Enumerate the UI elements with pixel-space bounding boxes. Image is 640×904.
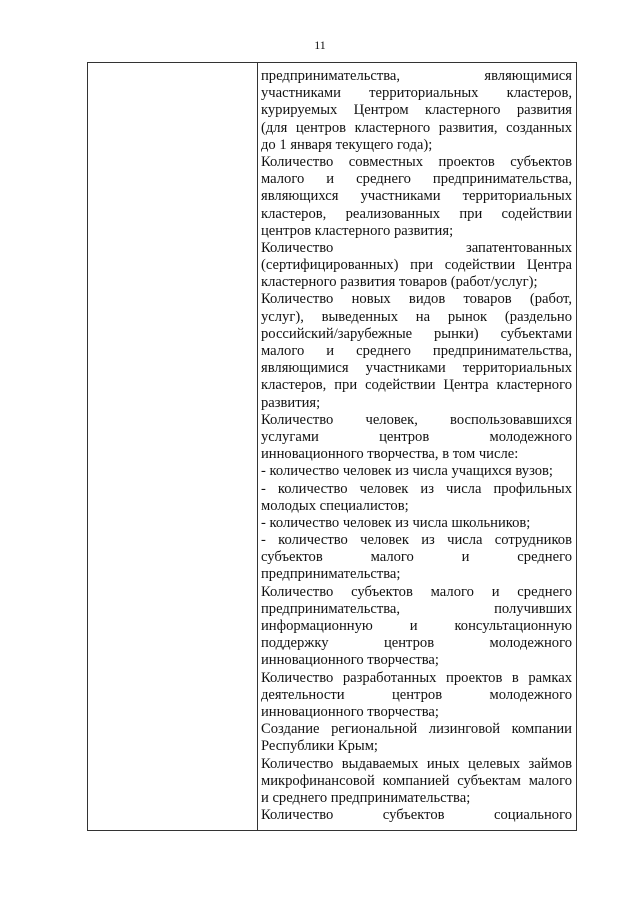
text-line: - количество человек из числа учащихся вузов; [261,463,553,480]
text-line: (для центров кластерного развития, созданных [261,119,572,136]
text-line: Количество запатентованных [261,239,572,256]
text-line: российский/зарубежные рынки) субъектами [261,325,572,342]
text-line: Республики Крым; [261,738,378,755]
text-line: кластеров, реализованных при содействии [261,205,572,222]
text-line: и среднего предпринимательства; [261,789,471,806]
text-line: являющимися участниками территориальных [261,360,572,377]
page-number: 11 [314,38,326,52]
text-line: (сертифицированных) при содействии Центра [261,257,572,274]
text-line: информационную и консультационную [261,618,572,634]
indicators-cell [261,68,572,824]
text-line: Количество человек, воспользовавшихся [261,411,572,428]
text-line: - количество человек из числа профильных [261,480,572,497]
text-line: поддержку центров молодежного [261,635,572,652]
text-line: - количество человек из числа школьников; [261,514,531,531]
text-line: предпринимательства, являющимися [261,68,572,84]
text-line: малого и среднего предпринимательства, [261,343,572,359]
text-line: Количество новых видов товаров (работ, [261,291,572,308]
text-line: кластеров, при содействии Центра кластерного [261,377,572,394]
text-line: являющихся участниками территориальных [261,188,572,205]
text-line: центров кластерного развития; [261,222,454,239]
text-line: Создание региональной лизинговой компании [261,721,572,738]
text-line: субъектов малого и среднего [261,549,572,566]
text-line: деятельности центров молодежного [261,686,572,703]
text-line: до 1 января текущего года); [261,136,433,153]
indicators-table [87,62,577,831]
text-line: услугами центров молодежного [261,428,572,445]
text-line: Количество субъектов малого и среднего [261,583,572,600]
text-line: малого и среднего предпринимательства, [261,171,572,188]
text-line: участниками территориальных кластеров, [261,85,572,102]
text-line: Количество разработанных проектов в рамках [261,669,572,686]
text-line: предпринимательства; [261,566,401,583]
text-line: услуг), выведенных на рынок (раздельно [261,308,572,325]
text-line: - количество человек из числа сотрудников [261,532,572,549]
column-divider [257,63,258,830]
text-line: инновационного творчества; [261,703,439,720]
text-line: предпринимательства, получивших [261,600,572,617]
text-line: инновационного творчества; [261,652,439,669]
text-line: микрофинансовой компанией субъектам малого [261,772,572,789]
text-line: молодых специалистов; [261,497,409,514]
text-line: курируемых Центром кластерного развития [261,102,572,119]
text-line: кластерного развития товаров (работ/услуг); [261,274,538,291]
text-line: Количество совместных проектов субъектов [261,153,572,170]
text-line: Количество субъектов социального [261,807,572,824]
text-line: инновационного творчества, в том числе: [261,446,519,463]
text-line: развития; [261,394,321,411]
text-line: Количество выдаваемых иных целевых займов [261,755,572,772]
